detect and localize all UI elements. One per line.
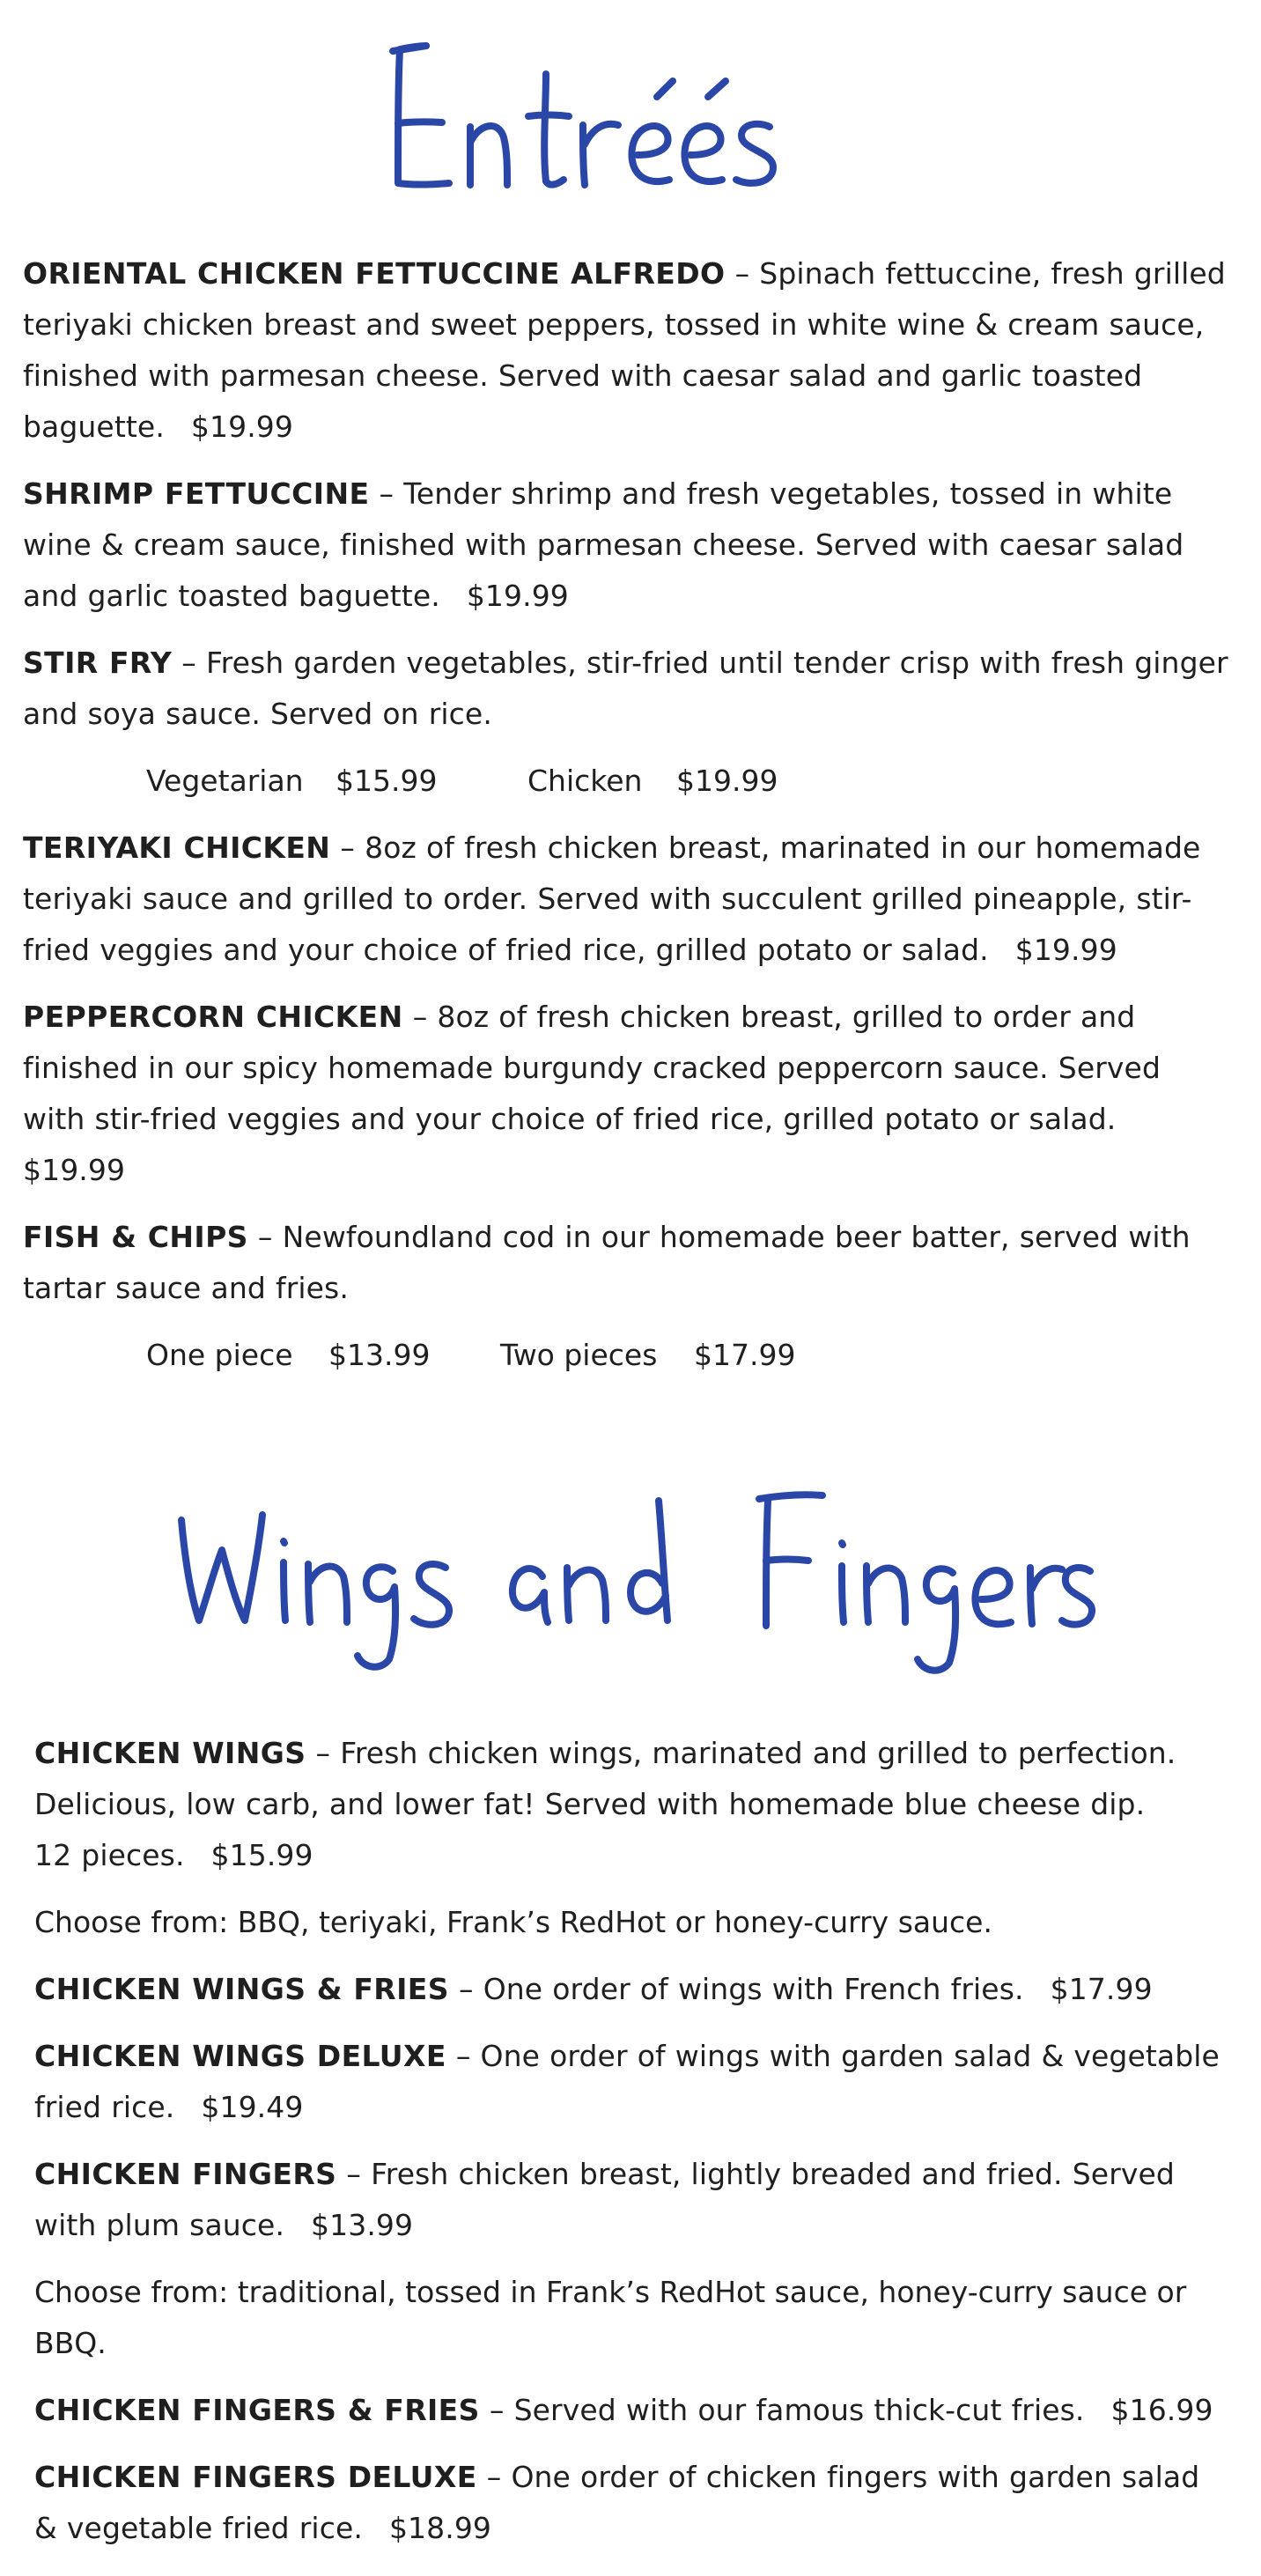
wings-script-title [164, 1480, 1097, 1682]
item-dash: – [247, 1220, 283, 1254]
item-price: $15.99 [210, 1838, 313, 1872]
menu-item [23, 992, 1229, 1196]
wings-sauce-choices: Choose from: BBQ, teriyaki, Frank’s RedHot or honey-curry sauce. [34, 1905, 992, 1939]
item-description: Served with our famous thick-cut fries. [513, 2393, 1085, 2427]
item-description: Newfoundland cod in our homemade beer batter, served with tartar sauce and fries. [23, 1220, 1191, 1305]
item-description: Spinach fettuccine, fresh grilled teriyaki chicken breast and sweet peppers, tossed in white wine & cream sauce, finished with parmesan cheese. Served with caesar salad and garlic toasted baguette. [23, 256, 1226, 444]
item-price: $18.99 [388, 2511, 492, 2545]
item-dash: – [369, 476, 404, 511]
item-pieces: 12 pieces. [34, 1838, 185, 1872]
fish-options [23, 1330, 1229, 1381]
item-dash: – [448, 1972, 483, 2006]
item-name: CHICKEN WINGS & FRIES [34, 1972, 449, 2006]
item-price: $19.99 [23, 1153, 126, 1187]
menu-item [34, 2149, 1232, 2251]
option-label: One piece [146, 1338, 293, 1372]
item-price: $17.99 [1050, 1972, 1153, 2006]
item-name: FISH & CHIPS [23, 1220, 248, 1254]
item-name: ORIENTAL CHICKEN FETTUCCINE ALFREDO [23, 256, 726, 291]
option-price: $19.99 [676, 764, 778, 798]
item-name: STIR FRY [23, 646, 173, 680]
item-dash: – [446, 2039, 481, 2073]
entrees-section [23, 248, 1229, 1397]
item-name: CHICKEN FINGERS DELUXE [34, 2460, 477, 2494]
item-price: $19.49 [201, 2090, 304, 2124]
option-price: $13.99 [328, 1338, 431, 1372]
item-dash: – [172, 646, 206, 680]
item-dash: – [306, 1736, 341, 1770]
item-dash: – [402, 1000, 438, 1034]
item-description: Fresh chicken breast, lightly breaded and fried. Served with plum sauce. [34, 2157, 1175, 2242]
item-price: $19.99 [466, 579, 569, 613]
item-name: PEPPERCORN CHICKEN [23, 1000, 403, 1034]
wings-section [34, 1728, 1232, 2570]
option-label: Vegetarian [146, 764, 304, 798]
item-price: $19.99 [1014, 933, 1117, 967]
item-dash: – [476, 2460, 512, 2494]
item-description: One order of wings with French fries. [483, 1972, 1024, 2006]
menu-item [34, 2031, 1232, 2133]
item-dash: – [725, 256, 760, 291]
menu-item [23, 638, 1229, 740]
fingers-sauce-choices: Choose from: traditional, tossed in Frank’s RedHot sauce, honey-curry sauce or BBQ. [34, 2275, 1187, 2360]
item-price: $16.99 [1110, 2393, 1213, 2427]
menu-item [34, 1964, 1232, 2015]
stir-fry-options [23, 756, 1229, 807]
option-label: Chicken [527, 764, 643, 798]
item-description: Fresh garden vegetables, stir-fried until tender crisp with fresh ginger and soya sauce. Served on rice. [23, 646, 1228, 731]
item-price: $13.99 [311, 2208, 414, 2242]
item-name: TERIYAKI CHICKEN [23, 830, 331, 865]
item-description: 8oz of fresh chicken breast, marinated in our homemade teriyaki sauce and grilled to order. Served with succulent grilled pineapple, stir-fried veggies and your choice of fried rice, grilled potato or salad. [23, 830, 1201, 967]
item-name: CHICKEN FINGERS [34, 2157, 337, 2191]
item-description: One order of wings with garden salad & vegetable fried rice. [34, 2039, 1220, 2124]
entrees-script-title [358, 35, 903, 220]
item-name: CHICKEN WINGS DELUXE [34, 2039, 446, 2073]
item-description: Tender shrimp and fresh vegetables, tossed in white wine & cream sauce, finished with parmesan cheese. Served with caesar salad and garlic toasted baguette. [23, 476, 1184, 613]
menu-item [34, 2385, 1232, 2436]
entrees-heading [0, 35, 1261, 220]
item-dash: – [336, 2157, 372, 2191]
option-label: Two pieces [500, 1338, 658, 1372]
item-description: 8oz of fresh chicken breast, grilled to order and finished in our spicy homemade burgundy cracked peppercorn sauce. Served with stir-fried veggies and your choice of fried rice, grilled potato or salad. [23, 1000, 1161, 1136]
menu-item [23, 248, 1229, 453]
menu-item [34, 2452, 1232, 2554]
menu-item [34, 1728, 1232, 1881]
menu-item [23, 469, 1229, 622]
item-dash: – [330, 830, 365, 865]
option-price: $17.99 [694, 1338, 796, 1372]
item-dash: – [479, 2393, 514, 2427]
wings-heading [0, 1480, 1261, 1682]
item-description: One order of chicken fingers with garden salad & vegetable fried rice. [34, 2460, 1200, 2545]
item-price: $19.99 [190, 410, 293, 444]
menu-item [23, 823, 1229, 976]
item-name: CHICKEN FINGERS & FRIES [34, 2393, 480, 2427]
item-name: SHRIMP FETTUCCINE [23, 476, 370, 511]
option-price: $15.99 [336, 764, 438, 798]
item-name: CHICKEN WINGS [34, 1736, 306, 1770]
menu-item [23, 1212, 1229, 1314]
item-description: Fresh chicken wings, marinated and grilled to perfection. Delicious, low carb, and lower fat! Served with homemade blue cheese dip. [34, 1736, 1176, 1821]
